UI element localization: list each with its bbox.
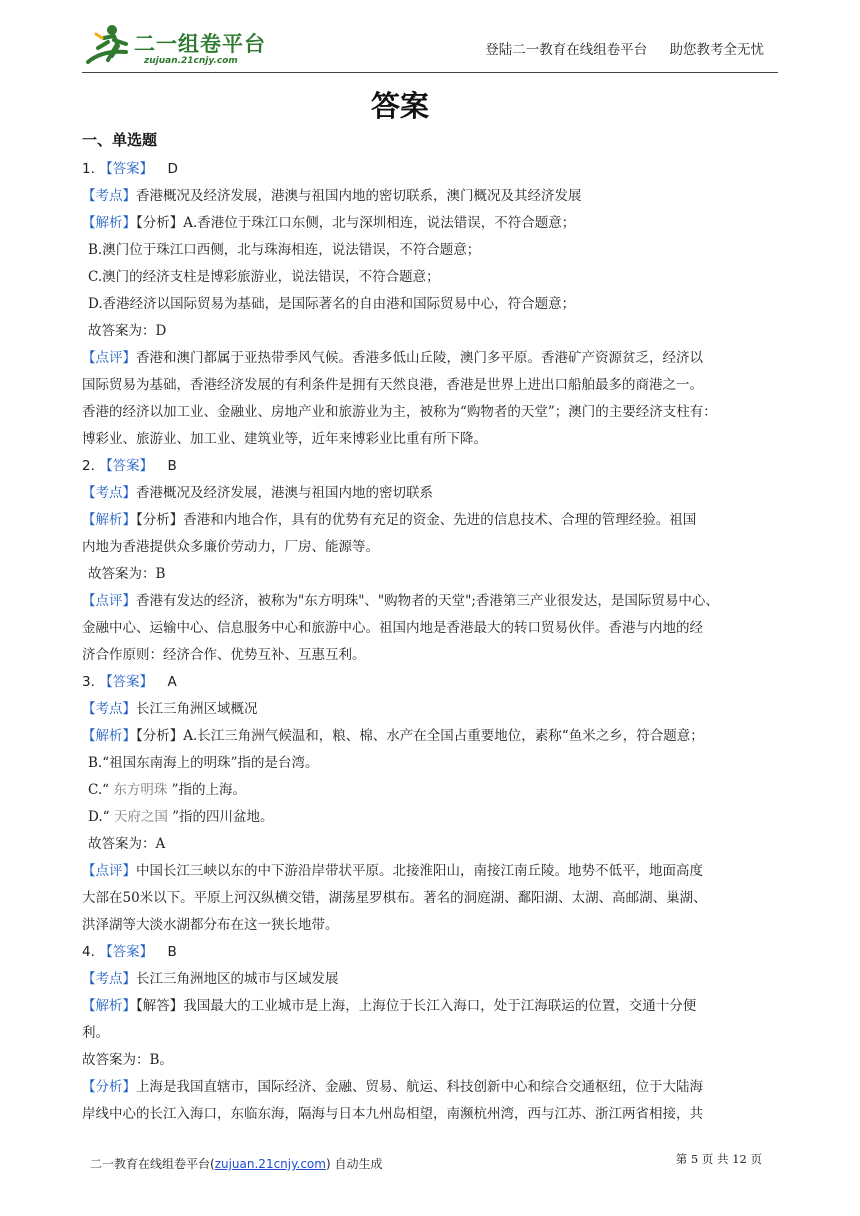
- answer-line: [82, 156, 782, 183]
- logo-url: zujuan.21cnjy.com: [144, 56, 238, 66]
- footer-credit-suffix: ) 自动生成: [325, 1157, 383, 1171]
- answer-line: [82, 453, 782, 480]
- jiexi-text-line: B.“祖国东南海上的明珠”指的是台湾。: [88, 755, 319, 771]
- kaodian-tag: 【考点】: [82, 485, 136, 501]
- dianping-text-line: 济合作原则：经济合作、优势互补、互惠互利。: [82, 647, 366, 663]
- jiexi-tag: 【解析】: [82, 998, 136, 1014]
- footer-credit: [90, 1155, 382, 1172]
- section-heading: 一、单选题: [82, 131, 158, 149]
- kaodian-text: 香港概况及经济发展，港澳与祖国内地的密切联系，澳门概况及其经济发展: [136, 188, 582, 204]
- fenxi-text-line: 岸线中心的长江入海口，东临东海，隔海与日本九州岛相望，南濒杭州湾，西与江苏、浙江两省相接，共: [82, 1106, 703, 1122]
- answer-value: B: [167, 944, 177, 960]
- kaodian-text: 长江三角洲区域概况: [136, 701, 258, 717]
- jiexi-text-line: [82, 777, 782, 804]
- option-suffix: ”指的四川盆地。: [172, 809, 274, 825]
- question-number: 2.: [82, 458, 95, 474]
- answer-value: A: [167, 674, 177, 690]
- page-header: [82, 20, 778, 73]
- jiexi-line: [82, 507, 782, 534]
- dianping-text: 香港有发达的经济，被称为"东方明珠"、"购物者的天堂";香港第三产业很发达，是国际贸易中心、: [136, 593, 719, 609]
- kaodian-tag: 【考点】: [82, 701, 136, 717]
- jiexi-text-line: B.澳门位于珠江口西侧，北与珠海相连，说法错误，不符合题意；: [88, 242, 481, 258]
- dianping-tag: 【点评】: [82, 863, 136, 879]
- final-answer-line: 故答案为：A: [88, 836, 166, 852]
- question-number: 4.: [82, 944, 95, 960]
- slogan-login-link[interactable]: 登陆二一教育在线组卷平台: [485, 42, 648, 58]
- quoted-term: 东方明珠: [109, 782, 172, 798]
- kaodian-line: [82, 183, 782, 210]
- jiexi-tag: 【解析】: [82, 728, 136, 744]
- option-prefix: D.“: [88, 809, 110, 825]
- dianping-text-line: 国际贸易为基础，香港经济发展的有利条件是拥有天然良港，香港是世界上进出口船舶最多的商港之一。: [82, 377, 703, 393]
- kaodian-line: [82, 696, 782, 723]
- question-number: 3.: [82, 674, 95, 690]
- footer-site-link[interactable]: zujuan.21cnjy.com: [214, 1157, 326, 1171]
- jiexi-text: 【分析】A.长江三角洲气候温和，粮、棉、水产在全国占重要地位，素称“鱼米之乡，符合题意；: [136, 728, 704, 744]
- quoted-term: 天府之国: [109, 809, 173, 825]
- jiexi-text-line: C.澳门的经济支柱是博彩旅游业，说法错误，不符合题意；: [88, 269, 440, 285]
- slogan-tagline: 助您教考全无忧: [669, 42, 764, 58]
- dianping-text-line: 金融中心、运输中心、信息服务中心和旅游中心。祖国内地是香港最大的转口贸易伙伴。香港与内地的经: [82, 620, 703, 636]
- footer-credit-prefix: 二一教育在线组卷平台(: [90, 1157, 215, 1171]
- dianping-line: [82, 588, 782, 615]
- answer-content: [82, 124, 782, 1128]
- kaodian-text: 长江三角洲地区的城市与区域发展: [136, 971, 339, 987]
- jiexi-text: 【分析】香港和内地合作，具有的优势有充足的资金、先进的信息技术、合理的管理经验。祖国: [136, 512, 697, 528]
- question-block: [82, 939, 782, 1128]
- dianping-line: [82, 345, 782, 372]
- question-block: [82, 453, 782, 669]
- kaodian-line: [82, 966, 782, 993]
- jiexi-line: [82, 210, 782, 237]
- header-slogan: [485, 38, 764, 58]
- jiexi-tag: 【解析】: [82, 512, 136, 528]
- option-prefix: C.“: [88, 782, 110, 798]
- logo-name: 二一组卷平台: [134, 32, 266, 56]
- jiexi-line: [82, 993, 782, 1020]
- option-suffix: ”指的上海。: [171, 782, 247, 798]
- fenxi-text: 上海是我国直辖市，国际经济、金融、贸易、航运、科技创新中心和综合交通枢纽，位于大陆海: [136, 1079, 703, 1095]
- kaodian-tag: 【考点】: [82, 188, 136, 204]
- answer-value: D: [167, 161, 178, 177]
- dianping-tag: 【点评】: [82, 350, 136, 366]
- kaodian-line: [82, 480, 782, 507]
- answer-tag: 【答案】: [99, 944, 154, 960]
- running-person-icon: [82, 22, 138, 70]
- answer-tag: 【答案】: [99, 674, 154, 690]
- dianping-text-line: 香港的经济以加工业、金融业、房地产业和旅游业为主，被称为“购物者的天堂”；澳门的主要经济支柱有：: [82, 404, 717, 420]
- dianping-tag: 【点评】: [82, 593, 136, 609]
- page-title: 答案: [370, 89, 429, 123]
- answer-tag: 【答案】: [99, 458, 154, 474]
- final-answer-line: 故答案为：D: [88, 323, 167, 339]
- dianping-text-line: 博彩业、旅游业、加工业、建筑业等，近年来博彩业比重有所下降。: [82, 431, 487, 447]
- jiexi-line: [82, 723, 782, 750]
- final-answer-line: 故答案为：B。: [82, 1052, 173, 1068]
- answer-tag: 【答案】: [99, 161, 154, 177]
- jiexi-text-line: 内地为香港提供众多廉价劳动力，厂房、能源等。: [82, 539, 379, 555]
- question-number: 1.: [82, 161, 95, 177]
- final-answer-line: 故答案为：B: [88, 566, 166, 582]
- question-block: [82, 156, 782, 453]
- fenxi-tag: 【分析】: [82, 1079, 136, 1095]
- answer-line: [82, 939, 782, 966]
- jiexi-text: 【分析】A.香港位于珠江口东侧，北与深圳相连，说法错误，不符合题意；: [136, 215, 576, 231]
- fenxi-line: [82, 1074, 782, 1101]
- dianping-text: 中国长江三峡以东的中下游沿岸带状平原。北接淮阳山，南接江南丘陵。地势不低平，地面高度: [136, 863, 703, 879]
- kaodian-text: 香港概况及经济发展，港澳与祖国内地的密切联系: [136, 485, 433, 501]
- jiexi-text: 【解答】我国最大的工业城市是上海，上海位于长江入海口，处于江海联运的位置，交通十分便: [136, 998, 697, 1014]
- answer-value: B: [167, 458, 177, 474]
- jiexi-tag: 【解析】: [82, 215, 136, 231]
- site-logo[interactable]: [82, 22, 272, 70]
- jiexi-text-line: D.香港经济以国际贸易为基础，是国际著名的自由港和国际贸易中心，符合题意；: [88, 296, 576, 312]
- jiexi-text-line: [82, 804, 782, 831]
- kaodian-tag: 【考点】: [82, 971, 136, 987]
- dianping-text-line: 洪泽湖等大淡水湖都分布在这一狭长地带。: [82, 917, 339, 933]
- dianping-line: [82, 858, 782, 885]
- dianping-text: 香港和澳门都属于亚热带季风气候。香港多低山丘陵，澳门多平原。香港矿产资源贫乏，经济以: [136, 350, 703, 366]
- question-block: [82, 669, 782, 939]
- dianping-text-line: 大部在50米以下。平原上河汉纵横交错，湖荡星罗棋布。著名的洞庭湖、鄱阳湖、太湖、高邮湖、巢湖、: [82, 890, 707, 906]
- answer-line: [82, 669, 782, 696]
- page-number: 第 5 页 共 12 页: [675, 1152, 762, 1166]
- jiexi-text-line: 利。: [82, 1025, 109, 1041]
